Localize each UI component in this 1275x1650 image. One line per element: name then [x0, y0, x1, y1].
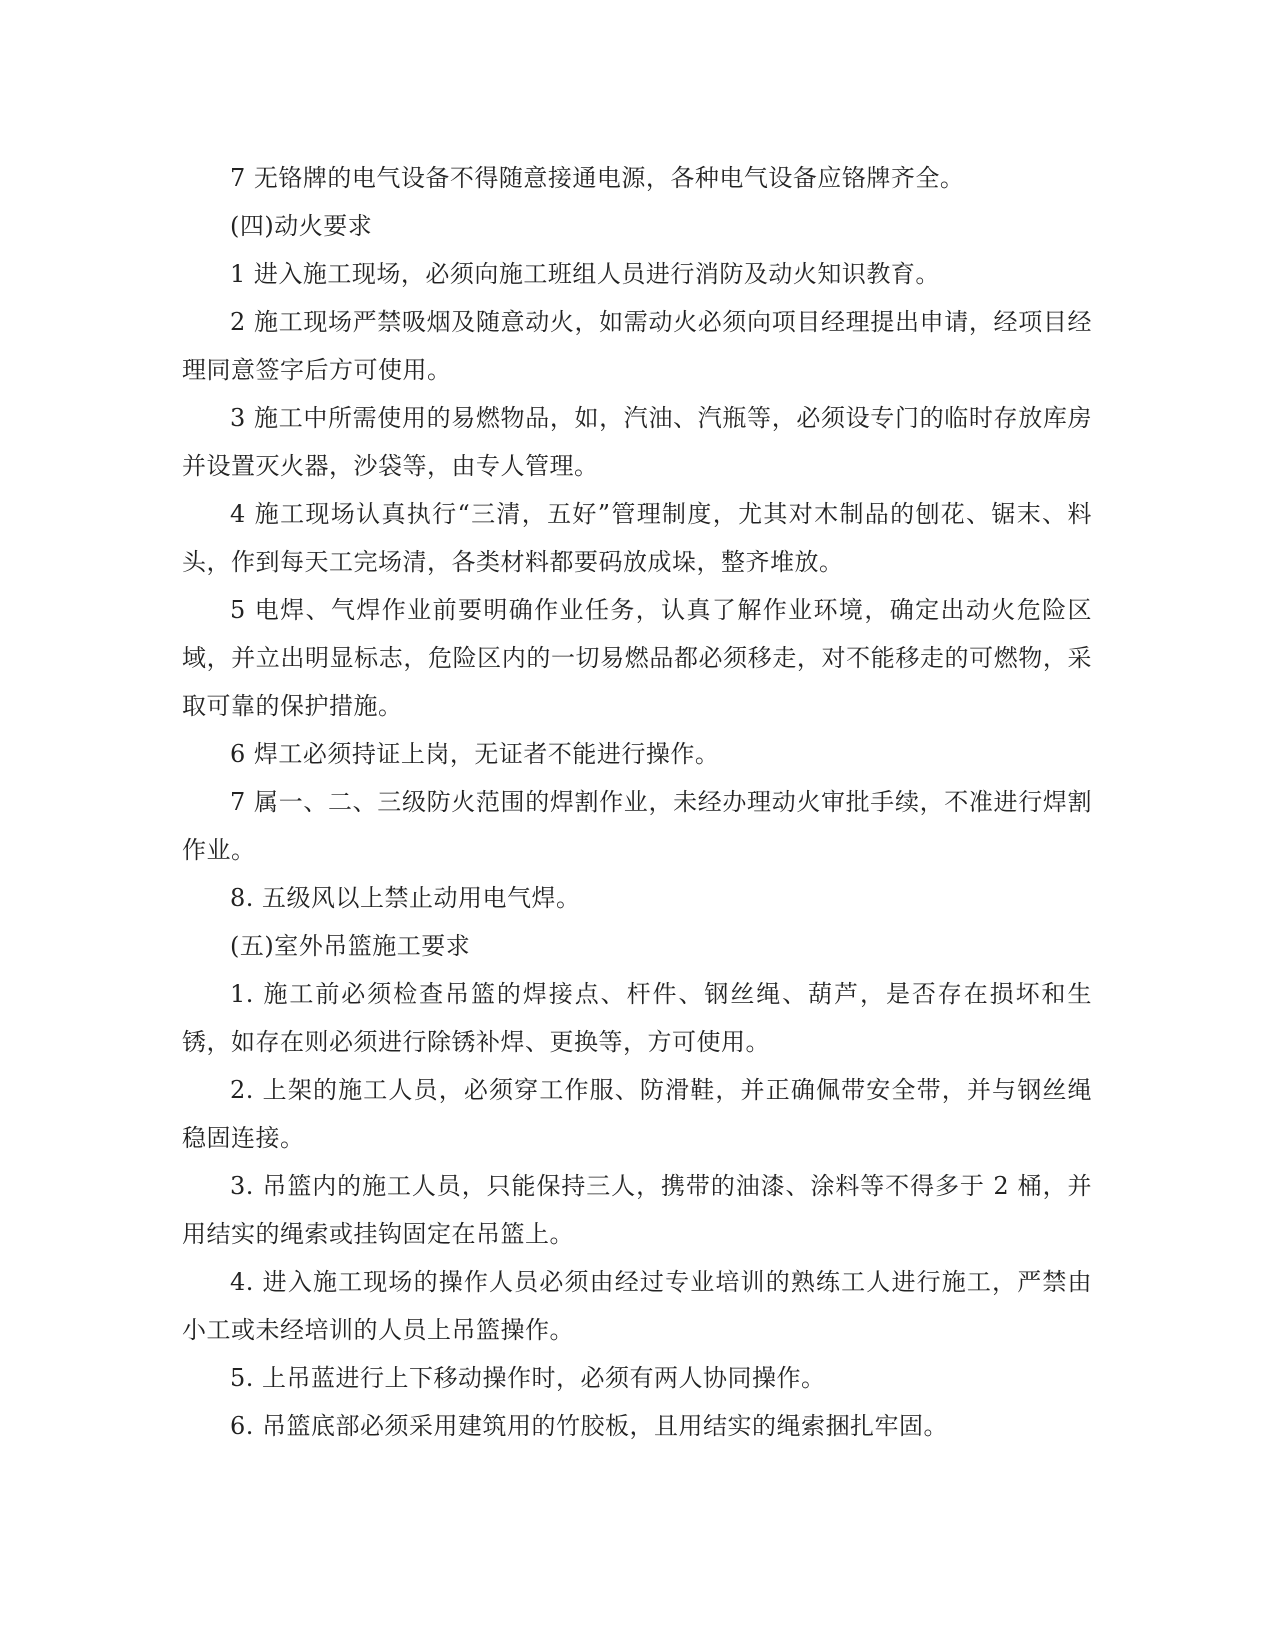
paragraph-electrical-nameplate: 7 无铬牌的电气设备不得随意接通电源，各种电气设备应铬牌齐全。 — [230, 164, 965, 192]
paragraph-gondola-6: 6. 吊篮底部必须采用建筑用的竹胶板，且用结实的绳索捆扎牢固。 — [230, 1412, 949, 1440]
paragraph-gondola-4: 4. 进入施工现场的操作人员必须由经过专业培训的熟练工人进行施工，严禁由小工或未经培训的人员上吊篮操作。 — [182, 1268, 1092, 1344]
paragraph-hot-work-1: 1 进入施工现场，必须向施工班组人员进行消防及动火知识教育。 — [230, 260, 940, 288]
paragraph-gondola-5: 5. 上吊蓝进行上下移动操作时，必须有两人协同操作。 — [230, 1364, 826, 1392]
document-body — [182, 154, 1092, 1450]
paragraph-hot-work-2: 2 施工现场严禁吸烟及随意动火，如需动火必须向项目经理提出申请，经项目经理同意签字后方可使用。 — [182, 308, 1092, 384]
paragraph-hot-work-3: 3 施工中所需使用的易燃物品，如，汽油、汽瓶等，必须设专门的临时存放库房并设置灭火器，沙袋等，由专人管理。 — [182, 404, 1092, 480]
paragraph-hot-work-5: 5 电焊、气焊作业前要明确作业任务，认真了解作业环境，确定出动火危险区域，并立出明显标志，危险区内的一切易燃品都必须移走，对不能移走的可燃物，采取可靠的保护措施。 — [182, 596, 1092, 720]
paragraph-hot-work-4: 4 施工现场认真执行“三清，五好”管理制度，尤其对木制品的刨花、锯末、料头，作到每天工完场清，各类材料都要码放成垛，整齐堆放。 — [182, 500, 1092, 576]
section-heading-hot-work: (四)动火要求 — [230, 212, 373, 240]
paragraph-gondola-1: 1. 施工前必须检查吊篮的焊接点、杆件、钢丝绳、葫芦，是否存在损坏和生锈，如存在则必须进行除锈补焊、更换等，方可使用。 — [182, 980, 1092, 1056]
paragraph-hot-work-6: 6 焊工必须持证上岗，无证者不能进行操作。 — [230, 740, 720, 768]
paragraph-hot-work-7: 7 属一、二、三级防火范围的焊割作业，未经办理动火审批手续，不准进行焊割作业。 — [182, 788, 1092, 864]
paragraph-gondola-2: 2. 上架的施工人员，必须穿工作服、防滑鞋，并正确佩带安全带，并与钢丝绳稳固连接。 — [182, 1076, 1092, 1152]
paragraph-hot-work-8: 8. 五级风以上禁止动用电气焊。 — [230, 884, 581, 912]
paragraph-gondola-3: 3. 吊篮内的施工人员，只能保持三人，携带的油漆、涂料等不得多于 2 桶，并用结实的绳索或挂钩固定在吊篮上。 — [182, 1172, 1092, 1248]
section-heading-gondola: (五)室外吊篮施工要求 — [230, 932, 471, 960]
